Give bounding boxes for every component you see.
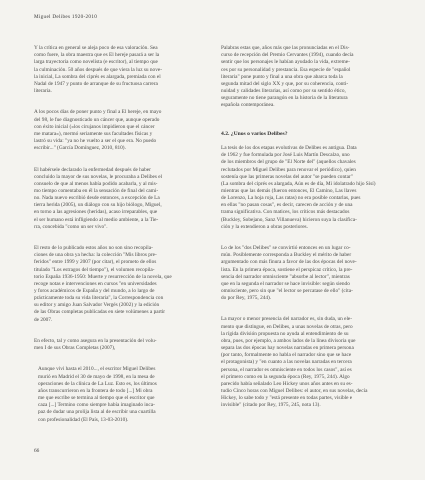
- section-heading: 4.2. ¿Unos o varios Delibes?: [221, 130, 288, 137]
- running-head: Miguel Delibes 1920-2010: [34, 14, 98, 20]
- paragraph: La mayor o menor presencia del narrador es, sin duda, un ele- mento que distingue, en Delibes, a unas novelas de otras, pero la rígida división propuesta no ayuda al entendimiento de su obra, pues, por ejemplo, a ambos lados de la línea divisoria que separa las dos épocas hay novelas narradas en primera persona (por tanto, formalmente no habla el narrador sino que se hace el protagonista) y "en cuanto a las novelas narradas en tercera persona, el narrador es omnisciente en todos los casos", así es el primero como en la segunda época (Rey, 1975, 244). Algo parecido había señalado Leo Hickey unos años antes en su es- tudio Cinco horas con Miguel Delibes: el autor, en sus novelas, decía Hickey, lo sabe todo y "está presente en todas partes, visible e invisible" (citado por Rey, 1975, 245, nota 13).: [221, 316, 368, 409]
- paragraph: El resto de lo publicado estos años no son sino recopila- ciones de una obra ya hecha: la colección "Mis libros pre- feridos" entre 1999 y 2007 (por citar), el prometo de ellos titulado "Los estragos del tiempo"), el volumen recopila- torio España 1936-1950: Muerte y resurrección de la novela, que recoge notas e intervenciones en cursos "en universidades y foros académicos de España y del mundo, a lo largo de prácticamente toda su vida literaria", la Correspondencia con su editor y amigo Juan Salvador Vergés (2002) y la edición de las Obras completas publicadas en siete volúmenes a partir de 2007.: [34, 245, 172, 323]
- page-number: 66: [34, 448, 40, 454]
- paragraph: Palabras estas que, años más que las pronunciadas en el Dis- curso de recepción del Premio Cervantes (1994), cuando decía sentir que los personajes le habían ayudado la vida, extreme- ces por su personalidad y prestancia. Esa especie de "español literaria" pone punto y final a una obra que abarca toda la segunda mitad del siglo XX y que, por su coherencia, conti- nuidad y calidades literarias, así como por su sentido ético, seguramente no tiene parangón en la historia de la literatura española contemporánea.: [221, 45, 354, 109]
- paragraph: En efecto, tal y como asegura en la presentación del volu- men I de sus Obras Completas (2007),: [34, 337, 157, 352]
- left-column: [34, 38, 206, 438]
- right-column: [221, 38, 393, 424]
- paragraph: Y la crítica en general se aleja poco de esa valoración. Sea como fuere, la obra maestra que es El hereje pasará a ser la larga trayectoria como novelista (e escritor), al tiempo que la culminación. 50 años después de que viera la luz su nove- la inicial, La sombra del ciprés es alargada, premiada con el Nadal de 1947 y punto de arranque de su fructuosa carrera literaria.: [34, 45, 162, 95]
- block-quote: Aunque vivi hasta el 2010..., el escritor Miguel Delibes murió en Madrid el 30 de mayo de 1998, en la mesa de operaciones de la clínica de La Luz. Esto es, los últimos años transcurrieron en la frontera de todo [...] Mi obra me que escribe se termina al tiempo que el escritor que caza [...] Termino como siempre había imaginado inca- paz de dudar una prolija lista al de escribir una cuartilla con profesionalidad (El País, 13-03-2010).: [38, 366, 157, 423]
- paragraph: El habérsele declarado la enfermedad después de haber concluido la mayor de sus novelas, le procuraba a Delibes el consuelo de que al menos había podido acabarla, y al mis- mo tiempo comentaba en él la sensación de final del cami- no. Nada nuevo escribió desde entonces, a excepción de La tierra herida (2005), un diálogo con su hijo biólogo, Miguel, en torno a las agresiones (heridas), acaso irreparables, que el ser humano está infligiendo al medio ambiente, a la Tie- rra, concebida "como un ser vivo".: [34, 166, 163, 230]
- paragraph: La tesis de los dos etapas evolutivas de Delibes es antigua. Data de 1962 y fue formulada por José Luis Martín Descalzo, uno de los miembros del grupo de "El Norte del" (aquellos chavales reclutados por Miguel Delibes para renovar el periódico), quien sostenía que las primeras novelas del autor "se pueden contar" (La sombra del ciprés es alargada, Aún es de día, Mi idolatrado hijo Sisí) mientras que las demás (fueron entonces, El Camino, Las llaves de Lorenzo, La hoja roja, Las ratas) no era posible contarlas, pues en ellas "no pasan cosas", es decir, carecen de acción y de una trama significativa. Con matices, los críticos más destacados (Buckley, Sobejano, Sanz Villanueva) hicieron suya la clasifica- ción y la extendieron a obras posteriores.: [221, 145, 376, 230]
- paragraph: Lo de los "dos Delibes" se convirtió entonces en un lugar co- mún. Posiblemente corresponda a Buckley el mérito de haber argumentado con más finura a favor de las dos épocas del nove- lista. En la primera época, sostiene el perspicaz crítico, la pre- sencia del narrador omnisciente "absorbe al lector", mientras que en la segunda el narrador se hace invisible: según siendo omnisciente, pero sin que "el lector se percatase de ello" (cita- do por Rey, 1975, 244).: [221, 245, 357, 302]
- paragraph: A los pocos días de poner punto y final a El hereje, en mayo del 98, le fue diagnosticado un cáncer que, aunque operado con éxito inicial («los cirujanos impidieron que el cáncer me matara»), mermó seriamente sus facultades físicas y lastró su vida: "ya no he vuelto a ser el que era. No puedo escribir..." (García Domínguez, 2010, 810).: [34, 109, 162, 152]
